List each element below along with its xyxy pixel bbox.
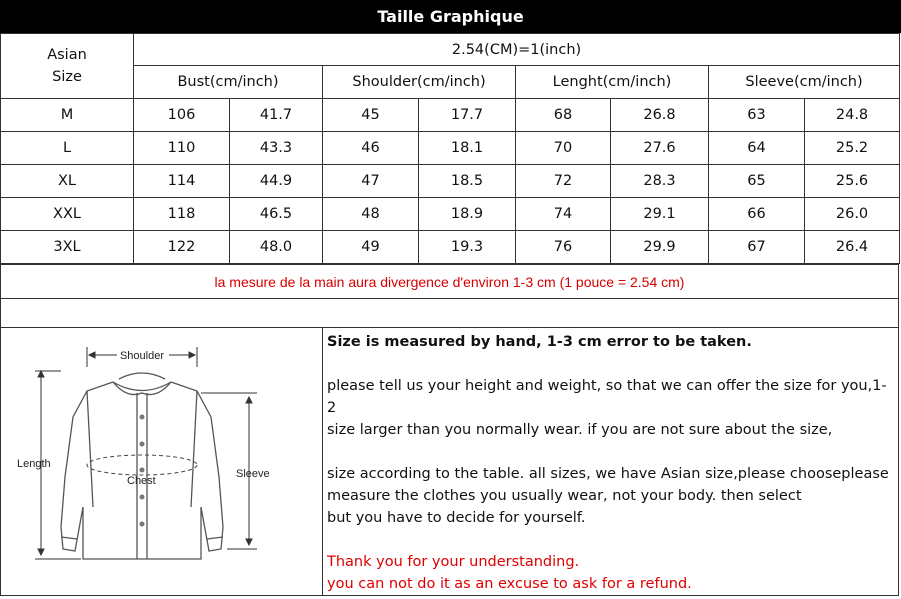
- shoulder-cm-cell: 47: [323, 165, 419, 198]
- shirt-diagram: [1, 327, 323, 595]
- length-inch-cell: 27.6: [611, 132, 709, 165]
- chest-label: Chest: [127, 475, 156, 487]
- table-row: [1, 198, 900, 231]
- sleeve-cm-cell: 65: [709, 165, 805, 198]
- length-inch-cell: 28.3: [611, 165, 709, 198]
- shoulder-label: Shoulder: [119, 350, 165, 362]
- size-cell: M: [1, 99, 134, 132]
- shoulder-cm-cell: 49: [323, 231, 419, 264]
- bust-header: Bust(cm/inch): [134, 66, 323, 99]
- sleeve-header: Sleeve(cm/inch): [709, 66, 900, 99]
- bust-inch-cell: 46.5: [230, 198, 323, 231]
- sleeve-inch-cell: 26.0: [805, 198, 900, 231]
- size-cell: XL: [1, 165, 134, 198]
- bust-cm-cell: 110: [134, 132, 230, 165]
- asian-size-header: [1, 34, 134, 99]
- shoulder-inch-cell: 19.3: [419, 231, 516, 264]
- description-heading: Size is measured by hand, 1-3 cm error to be taken.: [327, 334, 752, 350]
- shoulder-inch-cell: 17.7: [419, 99, 516, 132]
- description-line: size according to the table. all sizes, we have Asian size,please chooseplease: [327, 466, 889, 482]
- shoulder-inch-cell: 18.1: [419, 132, 516, 165]
- bust-cm-cell: 122: [134, 231, 230, 264]
- length-cm-cell: 68: [516, 99, 611, 132]
- size-cell: L: [1, 132, 134, 165]
- shirt-icon: [1, 327, 322, 595]
- table-row: [1, 231, 900, 264]
- shoulder-cm-cell: 45: [323, 99, 419, 132]
- sleeve-inch-cell: 25.6: [805, 165, 900, 198]
- shoulder-cm-cell: 48: [323, 198, 419, 231]
- bust-inch-cell: 44.9: [230, 165, 323, 198]
- bust-inch-cell: 41.7: [230, 99, 323, 132]
- measurement-note: la mesure de la main aura divergence d'environ 1-3 cm (1 pouce = 2.54 cm): [0, 264, 899, 299]
- length-inch-cell: 29.9: [611, 231, 709, 264]
- shoulder-inch-cell: 18.5: [419, 165, 516, 198]
- table-row: [1, 165, 900, 198]
- table-row: [1, 132, 900, 165]
- bust-cm-cell: 114: [134, 165, 230, 198]
- description-line: measure the clothes you usually wear, not your body. then select: [327, 488, 802, 504]
- thanks-text: Thank you for your understanding.: [327, 554, 580, 570]
- bust-cm-cell: 118: [134, 198, 230, 231]
- info-section: [0, 327, 899, 596]
- sleeve-cm-cell: 67: [709, 231, 805, 264]
- bust-cm-cell: 106: [134, 99, 230, 132]
- length-label: Length: [17, 458, 51, 470]
- sleeve-cm-cell: 66: [709, 198, 805, 231]
- length-inch-cell: 29.1: [611, 198, 709, 231]
- length-cm-cell: 72: [516, 165, 611, 198]
- description-line: please tell us your height and weight, so that we can offer the size for you,1-2: [327, 378, 887, 416]
- shoulder-header: Shoulder(cm/inch): [323, 66, 516, 99]
- spacer-row: [0, 297, 899, 328]
- shoulder-cm-cell: 46: [323, 132, 419, 165]
- sleeve-inch-cell: 25.2: [805, 132, 900, 165]
- bust-inch-cell: 43.3: [230, 132, 323, 165]
- refund-note: you can not do it as an excuse to ask for a refund.: [327, 576, 692, 592]
- chart-title: Taille Graphique: [0, 0, 901, 33]
- bust-inch-cell: 48.0: [230, 231, 323, 264]
- size-cell: XXL: [1, 198, 134, 231]
- length-header: Lenght(cm/inch): [516, 66, 709, 99]
- sleeve-label: Sleeve: [236, 468, 270, 480]
- length-inch-cell: 26.8: [611, 99, 709, 132]
- sleeve-inch-cell: 26.4: [805, 231, 900, 264]
- description-line: but you have to decide for yourself.: [327, 510, 586, 526]
- size-table: [0, 33, 900, 264]
- sleeve-cm-cell: 64: [709, 132, 805, 165]
- description-text: [327, 331, 895, 595]
- sleeve-cm-cell: 63: [709, 99, 805, 132]
- length-cm-cell: 76: [516, 231, 611, 264]
- asian-label: Asian: [47, 47, 87, 63]
- length-cm-cell: 70: [516, 132, 611, 165]
- table-row: [1, 99, 900, 132]
- sleeve-inch-cell: 24.8: [805, 99, 900, 132]
- description-line: size larger than you normally wear. if you are not sure about the size,: [327, 422, 833, 438]
- shoulder-inch-cell: 18.9: [419, 198, 516, 231]
- length-cm-cell: 74: [516, 198, 611, 231]
- size-label: Size: [52, 69, 82, 85]
- conversion-header: 2.54(CM)=1(inch): [134, 34, 900, 66]
- size-cell: 3XL: [1, 231, 134, 264]
